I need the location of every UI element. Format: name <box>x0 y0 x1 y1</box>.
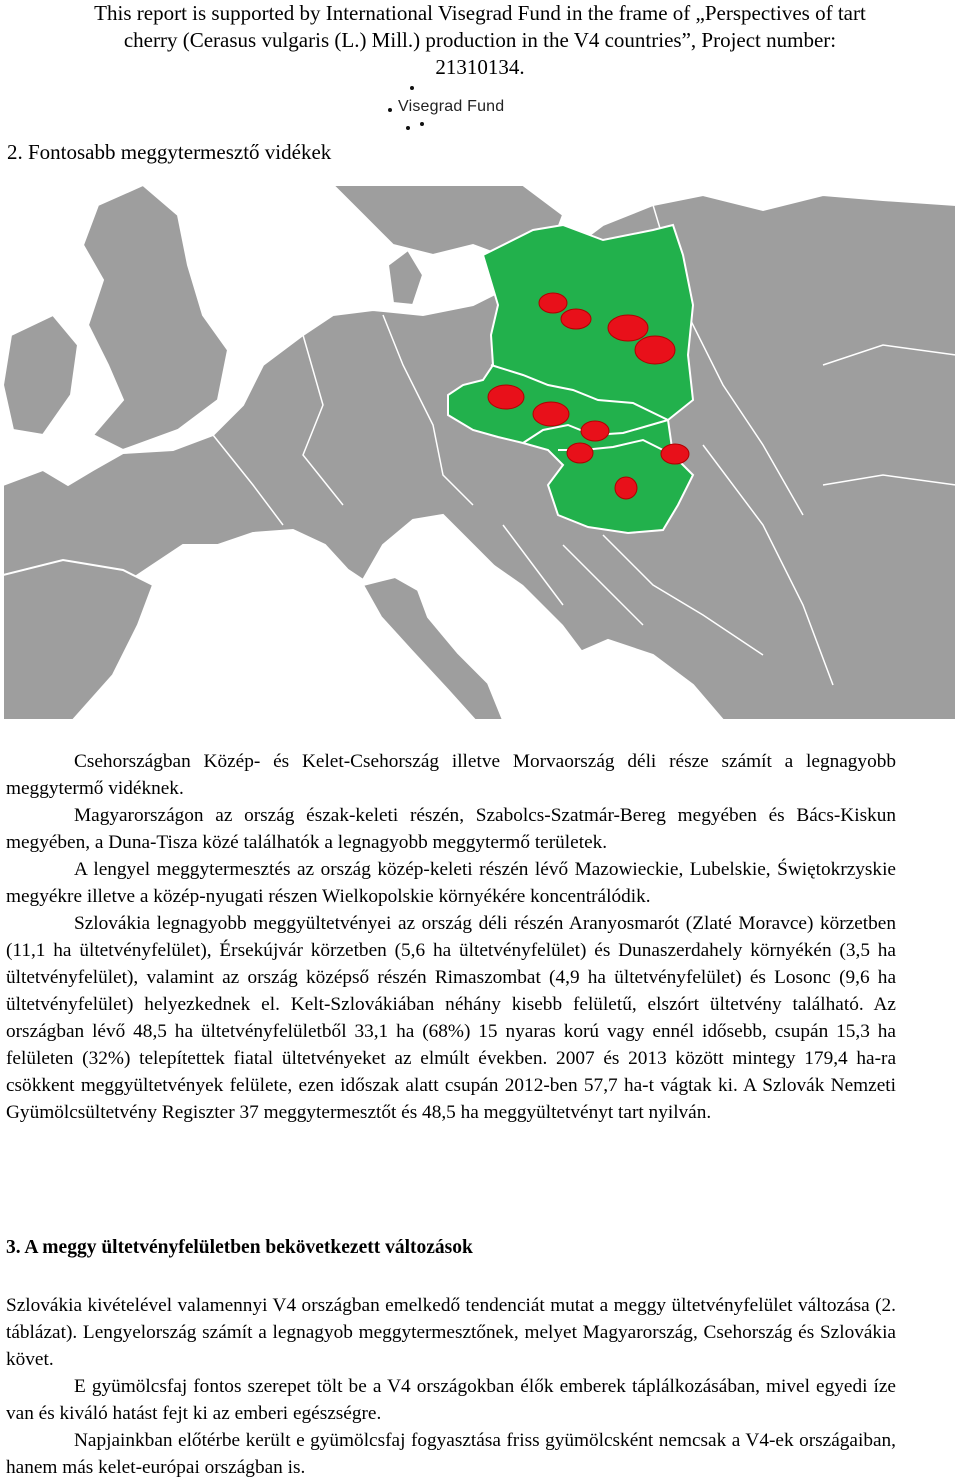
logo-dot <box>420 122 424 126</box>
logo-dot <box>388 108 392 112</box>
visegrad-fund-logo <box>384 82 534 134</box>
europe-map <box>3 185 956 720</box>
support-notice <box>0 0 960 81</box>
paragraph-czech: Csehországban Közép- és Kelet-Csehország illetve Morvaország déli része számít a legnagyobb meggytermő vidéknek. <box>6 751 896 799</box>
support-notice-line-1: This report is supported by International Visegrad Fund in the frame of „Perspectives of tart <box>94 1 866 25</box>
section-3-title: 3. A meggy ültetvényfelületben bekövetkezett változások <box>6 1237 473 1258</box>
body-paragraphs-1 <box>6 748 896 1126</box>
logo-dot <box>406 126 410 130</box>
paragraph-trends: Szlovákia kivételével valamennyi V4 országban emelkedő tendenciát mutat a meggy ültetvényfelület változása (2. táblázat). Lengyelország számít a legnagyob meggytermesztőnek, melyet Magyarország, Csehország és Szlovákia követ. <box>6 1295 896 1370</box>
paragraph-nutrition: E gyümölcsfaj fontos szerepet tölt be a V4 országokban élők emberek táplálkozásában, mivel egyedi íze van és kiváló hatást fejt ki az emberi egészségre. <box>6 1376 896 1424</box>
paragraph-hungary: Magyarországon az ország észak-keleti részén, Szabolcs-Szatmár-Bereg megyében és Bács-Kiskun megyében, a Duna-Tisza közé találhatók a legnagyobb meggytermő területek. <box>6 805 896 853</box>
paragraph-poland: A lengyel meggytermesztés az ország közép-keleti részén lévő Mazowieckie, Lubelskie, Świętokrzyskie megyékre illetve a közép-nyugati részen Wielkopolskie környékére koncentrálódik. <box>6 859 896 907</box>
marker-czech-central <box>488 385 524 409</box>
marker-hungary-kiskun <box>615 477 637 499</box>
marker-poland-lubelskie <box>635 336 675 364</box>
paragraph-slovakia: Szlovákia legnagyobb meggyültetvényei az ország déli részén Aranyosmarót (Zlaté Moravce) körzetben (11,1 ha ültetvényfelület), Érsekújvár körzetben (5,6 ha ültetvényfelület) és Dunaszerdahely környékén (3,5 ha ültetvényfelület), valamint az ország középső részén Rimaszombat (4,9 ha ültetvényfelület) és Losonc (9,6 ha ültetvényfelület) helyezkednek el. Kelt-Szlovákiában néhány kisebb felületű, elszórt ültetvény található. Az országban lévő 48,5 ha ültetvényfelületből 33,1 ha (68%) 15 nyaras korú vagy ennél idősebb, csupán 15,3 ha felületen (32%) telepítettek fiatal ültetvényeket az elmúlt években. 2007 és 2013 között mintegy 179,4 ha-ra csökkent meggyültetvények felülete, ezen időszak alatt csupán 2012-ben 57,7 ha-t vágtak ki. A Szlovák Nemzeti Gyümölcsültetvény Regiszter 37 meggytermesztőt és 48,5 ha meggyültetvényt tart nyilván. <box>6 913 896 1123</box>
marker-poland-wielkopolskie <box>539 293 567 313</box>
section-2-title: 2. Fontosabb meggytermesztő vidékek <box>7 140 332 164</box>
logo-dot <box>410 86 414 90</box>
body-paragraphs-2 <box>6 1292 896 1481</box>
project-number: 21310134. <box>435 55 525 79</box>
logo-text: Visegrad Fund <box>398 98 505 115</box>
paragraph-consumption: Napjainkban előtérbe került e gyümölcsfaj fogyasztása friss gyümölcsként nemcsak a V4-ek országaiban, hanem más kelet-európai országban is. <box>6 1430 896 1478</box>
marker-hungary-ne <box>661 444 689 464</box>
marker-slovakia-south <box>567 443 593 463</box>
marker-poland-central <box>561 309 591 329</box>
marker-czech-moravia <box>533 402 569 426</box>
marker-slovakia-central <box>581 421 609 441</box>
marker-poland-mazowieckie <box>608 315 648 341</box>
support-notice-line-2: cherry (Cerasus vulgaris (L.) Mill.) production in the V4 countries”, Project number: <box>123 28 837 52</box>
